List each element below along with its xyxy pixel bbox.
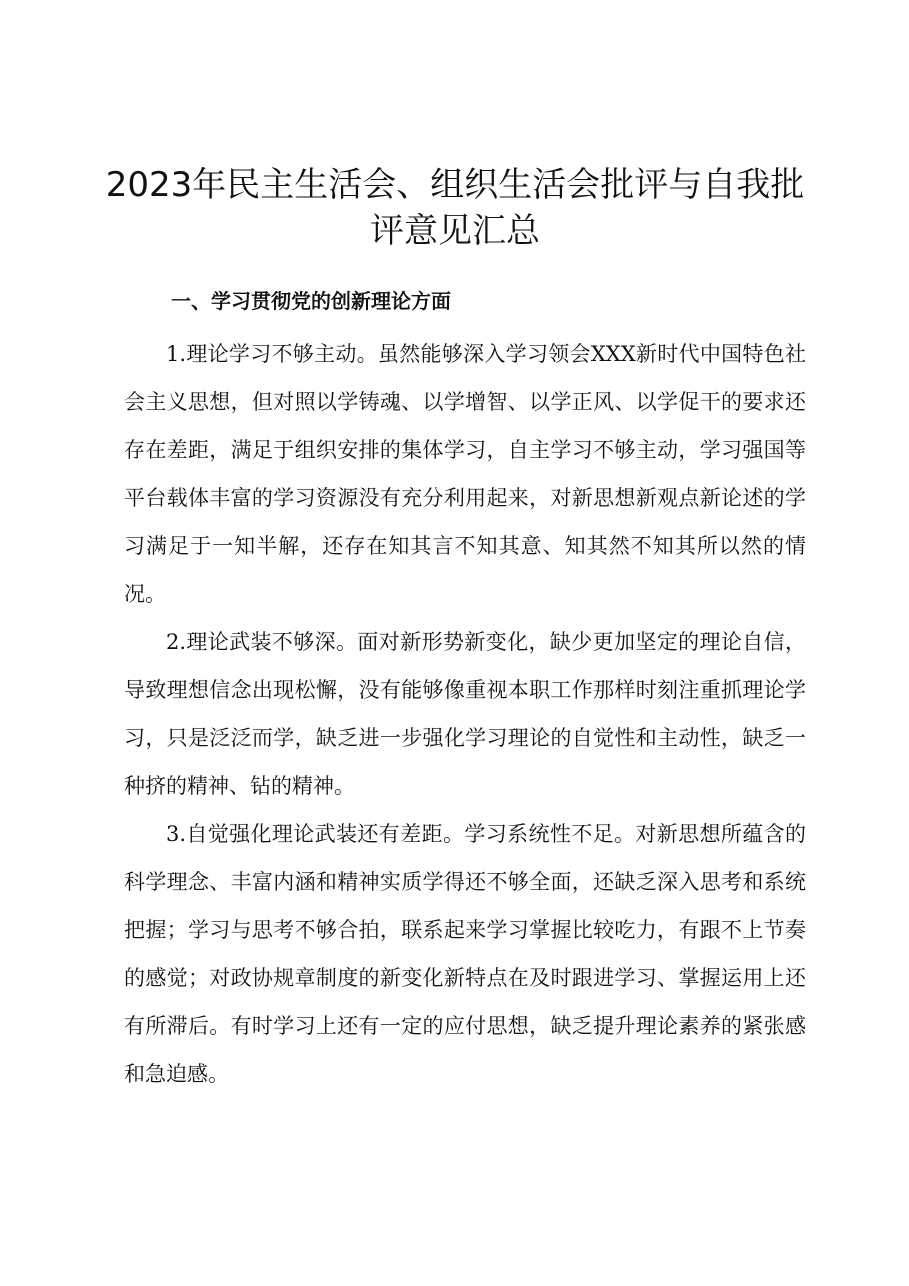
document-title: 2023年民主生活会、组织生活会批评与自我批评意见汇总 <box>105 165 805 251</box>
paragraph-2: 2.理论武装不够深。面对新形势新变化，缺少更加坚定的理论自信，导致理想信念出现松懈，没有能够像重视本职工作那样时刻注重抓理论学习，只是泛泛而学，缺乏进一步强化学习理论的自觉性和主动性，缺乏一种挤的精神、钻的精神。 <box>124 630 806 798</box>
paragraph-3: 3.自觉强化理论武装还有差距。学习系统性不足。对新思想所蕴含的科学理念、丰富内涵和精神实质学得还不够全面，还缺乏深入思考和系统把握；学习与思考不够合拍，联系起来学习掌握比较吃力，有跟不上节奏的感觉；对政协规章制度的新变化新特点在及时跟进学习、掌握运用上还有所滞后。有时学习上还有一定的应付思想，缺乏提升理论素养的紧张感和急迫感。 <box>124 822 806 1086</box>
section-body <box>124 330 806 1098</box>
paragraph-1: 1.理论学习不够主动。虽然能够深入学习领会XXX新时代中国特色社会主义思想，但对照以学铸魂、以学增智、以学正风、以学促干的要求还存在差距，满足于组织安排的集体学习，自主学习不够主动，学习强国等平台载体丰富的学习资源没有充分利用起来，对新思想新观点新论述的学习满足于一知半解，还存在知其言不知其意、知其然不知其所以然的情况。 <box>124 342 806 606</box>
section-heading: 一、学习贯彻党的创新理论方面 <box>171 289 451 313</box>
